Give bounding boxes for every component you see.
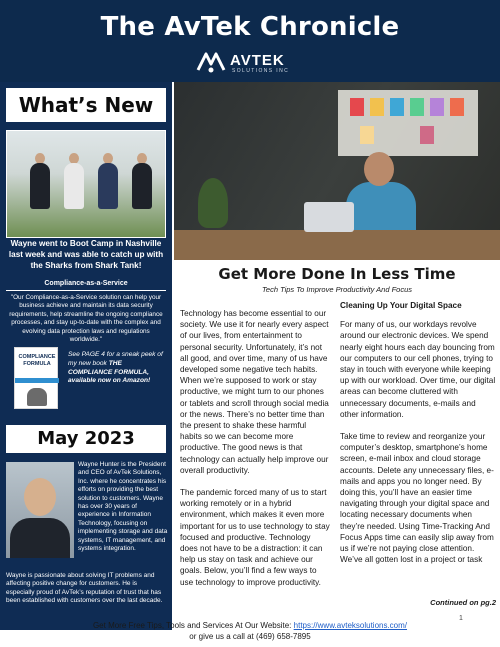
person-figure xyxy=(30,163,50,209)
logo-subtitle: SOLUTIONS INC xyxy=(232,68,290,74)
color-swatch xyxy=(430,98,444,116)
website-link[interactable]: https://www.avteksolutions.com/ xyxy=(293,621,408,630)
desk xyxy=(174,230,500,260)
avtek-logo xyxy=(196,50,306,76)
hero-photo xyxy=(174,82,500,260)
article-paragraph: For many of us, our workdays revolve around our electronic devices. We spend nearly eight hours each day bouncing from our computers to our cell phones, trying to stay in touch with everyone while keeping up with our workload. Over time, our digital areas can become cluttered with unnecessary documents, e-mails and other information. xyxy=(340,320,496,419)
article-column-left xyxy=(180,308,330,599)
color-swatch xyxy=(410,98,424,116)
caas-quote: "Our Compliance-as-a-Service solution can help your business achieve and maintain its data security requirements, help streamline the ongoing compliance processes, and stay up-to-date with the complex and evolving data protection laws and regulations worldwide." xyxy=(9,294,163,344)
book-promo xyxy=(68,351,166,386)
ceo-portrait xyxy=(6,462,74,558)
person-head xyxy=(364,152,394,186)
footer-line-1 xyxy=(0,620,500,631)
color-swatch xyxy=(420,126,434,144)
footer-text: Get More Free Tips, Tools and Services At Our Website: xyxy=(92,621,294,630)
whats-new-heading: What’s New xyxy=(6,88,166,122)
newsletter-title: The AvTek Chronicle xyxy=(100,12,400,42)
photo-caption: Wayne went to Boot Camp in Nashville last week and was able to catch up with the Sharks from Shark Tank! xyxy=(8,239,164,270)
person-figure xyxy=(132,163,152,209)
person-figure xyxy=(64,163,84,209)
book-promo-availability: available now on Amazon! xyxy=(68,377,151,385)
issue-date-heading: May 2023 xyxy=(6,425,166,453)
portrait-face xyxy=(24,478,56,516)
book-promo-title: THE COMPLIANCE FORMULA, xyxy=(68,359,149,376)
book-cover xyxy=(14,347,58,409)
caas-divider xyxy=(6,290,166,291)
continued-note: Continued on pg.2 xyxy=(430,598,496,607)
book-cover-title: COMPLIANCE FORMULA xyxy=(18,354,56,367)
logo-mark-icon xyxy=(196,50,226,74)
color-swatch xyxy=(370,98,384,116)
article-column-right xyxy=(340,300,496,576)
article-paragraph: Technology has become essential to our society. We use it for nearly every aspect of our lives, from entertainment to personal security. Unfortunately, it’s not all good, and over time, many of us have developed some negative tech habits. When we’re supposed to work or stay productive, we might turn to our phones or tablets and scroll through social media or the news. There’s no better time than the present to shake these harmful habits so we can become more productive. The good news is that technology can actually help improve our overall productivity. xyxy=(180,309,329,475)
plant xyxy=(198,178,228,228)
color-swatch xyxy=(390,98,404,116)
section-heading: Cleaning Up Your Digital Space xyxy=(340,301,462,310)
color-swatch xyxy=(360,126,374,144)
ceo-bio-continued: Wayne is passionate about solving IT problems and affecting positive change for customers. He is especially proud of AvTek’s reputation of trust that has been established with customers over the last decade. xyxy=(6,572,163,605)
footer xyxy=(0,620,500,642)
article-paragraph: Take time to review and reorganize your computer’s desktop, smartphone’s home screen, e-mail inbox and cloud storage accounts. Delete any unnecessary files, e-mails and apps you no longer need. By doing this, you’ll have an easier time navigating through your digital space and locating necessary documents when they’re needed. Using Time-Tracking And Focus Apps time can easily slip away from us if we’re not paying close attention. We’ve all gotten lost in a project or task xyxy=(340,432,494,565)
sidebar xyxy=(0,82,172,630)
article-title: Get More Done In Less Time xyxy=(218,265,456,283)
masthead xyxy=(0,0,500,82)
logo-wordmark: AVTEK xyxy=(230,52,285,69)
portrait-suit xyxy=(10,518,70,558)
caas-title: Compliance-as-a-Service xyxy=(44,280,128,287)
person-figure xyxy=(98,163,118,209)
color-swatch xyxy=(450,98,464,116)
page-number: 1 xyxy=(459,615,463,622)
laptop xyxy=(304,202,354,232)
shark-tank-photo xyxy=(6,130,166,238)
article-paragraph: The pandemic forced many of us to start working remotely or in a hybrid environment, which makes it even more important for us to use technology to stay focused and productive. Technology does not have to be a distraction: it can help us stay on task and achieve our goals. Below, you’ll find a few ways to use technology to improve productivity. xyxy=(180,488,330,587)
ceo-bio: Wayne Hunter is the President and CEO of AvTek Solutions, Inc. where he concentrates his efforts on providing the best solution to customers. Wayne has over 30 years of experience in Information Technology, focusing on implementing storage and data systems, IT management, and systems integration. xyxy=(78,461,168,553)
footer-line-2: or give us a call at (469) 658-7895 xyxy=(189,632,311,641)
book-promo-text: See PAGE 4 for a sneak peek of my new book xyxy=(68,351,163,367)
article-subtitle: Tech Tips To Improve Productivity And Focus xyxy=(262,285,412,294)
book-author-photo xyxy=(27,388,47,406)
book-cover-stripe xyxy=(15,378,59,383)
color-swatch xyxy=(350,98,364,116)
